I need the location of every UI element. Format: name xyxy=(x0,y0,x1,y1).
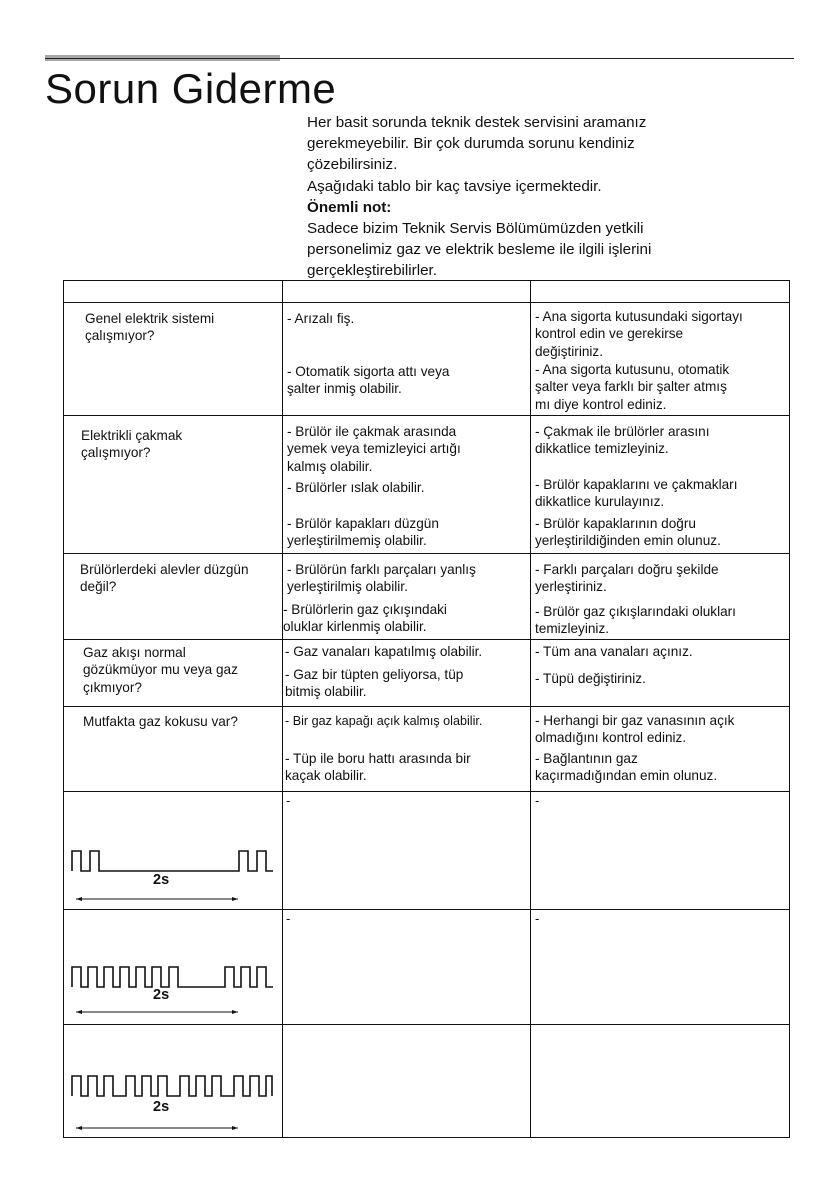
cause-cell: - Otomatik sigorta attı veya şalter inmiş olabilir. xyxy=(287,364,450,397)
page-title: Sorun Giderme xyxy=(45,65,337,112)
blink-pattern-diagram xyxy=(70,844,274,904)
note-line: Sadece bizim Teknik Servis Bölümümüzden yetkili xyxy=(307,220,644,238)
problem-cell: Elektrikli çakmak çalışmıyor? xyxy=(81,428,183,461)
solution-dash: - xyxy=(535,793,540,808)
cause-dash: - xyxy=(286,911,291,926)
solution-cell: - Herhangi bir gaz vanasının açık olmadığını kontrol ediniz. xyxy=(535,713,735,746)
solution-cell: - Ana sigorta kutusundaki sigortayı kontrol edin ve gerekirse değiştiriniz. xyxy=(535,309,743,359)
solution-cell: - Farklı parçaları doğru şekilde yerleştiriniz. xyxy=(535,562,719,595)
troubleshooting-table xyxy=(63,280,790,1138)
problem-cell: Brülörlerdeki alevler düzgün değil? xyxy=(80,562,249,595)
cause-cell: - Brülörlerin gaz çıkışındaki oluklar kirlenmiş olabilir. xyxy=(283,602,447,635)
cause-dash: - xyxy=(286,793,291,808)
row-divider xyxy=(64,553,789,554)
cause-cell: - Bir gaz kapağı açık kalmış olabilir. xyxy=(285,714,483,728)
solution-cell: - Brülör gaz çıkışlarındaki olukları temizleyiniz. xyxy=(535,604,736,637)
important-note-heading: Önemli not: xyxy=(307,198,392,216)
cause-cell: - Brülör kapakları düzgün yerleştirilmemiş olabilir. xyxy=(287,516,439,549)
solution-cell: - Ana sigorta kutusunu, otomatik şalter veya farklı bir şalter atmış mı diye kontrol ediniz. xyxy=(535,362,730,412)
cause-cell: - Gaz bir tüpten geliyorsa, tüp bitmiş olabilir. xyxy=(285,667,464,700)
solution-cell: - Tüpü değiştiriniz. xyxy=(535,671,646,686)
problem-cell: Mutfakta gaz kokusu var? xyxy=(83,714,238,729)
problem-cell: Gaz akışı normal gözükmüyor mu veya gaz çıkmıyor? xyxy=(83,645,238,695)
row-divider xyxy=(64,639,789,640)
blink-pattern-diagram xyxy=(70,960,274,1020)
cause-cell: - Tüp ile boru hattı arasında bir kaçak olabilir. xyxy=(285,751,471,784)
cause-cell: - Brülörler ıslak olabilir. xyxy=(287,480,425,495)
row-divider xyxy=(64,706,789,707)
solution-cell: - Çakmak ile brülörler arasını dikkatlice temizleyiniz. xyxy=(535,424,710,457)
row-divider xyxy=(64,1024,789,1025)
note-line: gerçekleştirebilirler. xyxy=(307,262,437,280)
duration-label: 2s xyxy=(153,1099,170,1115)
pulse-waveform xyxy=(70,844,274,904)
solution-cell: - Brülör kapaklarını ve çakmakları dikkatlice kurulayınız. xyxy=(535,477,738,510)
header-row-divider xyxy=(64,302,789,303)
duration-label: 2s xyxy=(153,872,170,888)
cause-cell: - Gaz vanaları kapatılmış olabilir. xyxy=(285,644,483,659)
blink-pattern-diagram xyxy=(70,1069,274,1133)
row-divider xyxy=(64,415,789,416)
header-rule xyxy=(45,58,794,59)
cause-cell: - Arızalı fiş. xyxy=(287,311,355,326)
solution-dash: - xyxy=(535,911,540,926)
duration-label: 2s xyxy=(153,987,170,1003)
intro-line: gerekmeyebilir. Bir çok durumda sorunu kendiniz xyxy=(307,135,635,153)
intro-line: Her basit sorunda teknik destek servisini aramanız xyxy=(307,114,647,131)
row-divider xyxy=(64,791,789,792)
column-divider xyxy=(530,281,531,1137)
row-divider xyxy=(64,909,789,910)
cause-cell: - Brülör ile çakmak arasında yemek veya temizleyici artığı kalmış olabilir. xyxy=(287,424,461,474)
cause-cell: - Brülörün farklı parçaları yanlış yerleştirilmiş olabilir. xyxy=(287,562,476,595)
solution-cell: - Brülör kapaklarının doğru yerleştirildiğinden emin olunuz. xyxy=(535,516,721,549)
intro-line: çözebilirsiniz. xyxy=(307,156,398,174)
intro-text xyxy=(307,112,777,282)
pulse-waveform xyxy=(70,1069,274,1133)
problem-cell: Genel elektrik sistemi çalışmıyor? xyxy=(85,311,215,344)
solution-cell: - Bağlantının gaz kaçırmadığından emin olunuz. xyxy=(535,751,718,784)
column-divider xyxy=(282,281,283,1137)
note-line: personelimiz gaz ve elektrik besleme ile ilgili işlerini xyxy=(307,241,652,259)
pulse-waveform xyxy=(70,960,274,1020)
intro-line: Aşağıdaki tablo bir kaç tavsiye içermektedir. xyxy=(307,177,602,195)
solution-cell: - Tüm ana vanaları açınız. xyxy=(535,644,693,659)
